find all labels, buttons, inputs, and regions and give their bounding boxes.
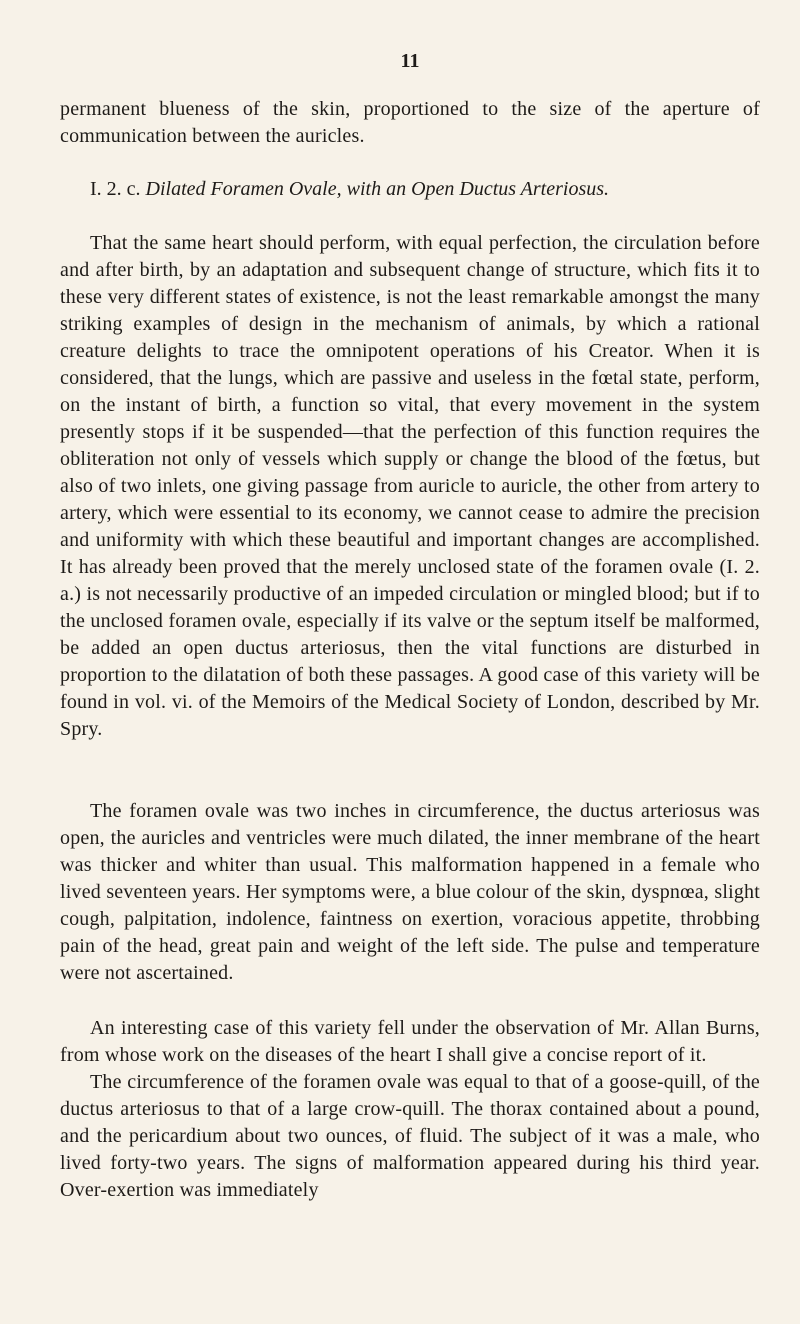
paragraph-spry-case: The foramen ovale was two inches in circumference, the ductus arteriosus was open, the auricles and ventricles were much dilated, the inner membrane of the heart was thicker and whiter than usual. This malformation happened in a female who lived seventeen years. Her symptoms were, a blue colour of the skin, dyspnœa, slight cough, palpitation, indolence, faintness on exertion, voracious appetite, throbbing pain of the head, great pain and weight of the left side. The pulse and temperature were not ascertained. bbox=[60, 800, 760, 984]
page-number: 11 bbox=[400, 50, 420, 72]
section-heading bbox=[60, 176, 760, 203]
paragraph-design-of-heart: That the same heart should perform, with equal perfection, the circulation before and after birth, by an adaptation and subsequent change of structure, which fits it to these very different states of existence, is not the least remarkable amongst the many striking examples of design in the mechanism of animals, by which a rational creature delights to trace the omnipotent operations of his Creator. When it is considered, that the lungs, which are passive and useless in the fœtal state, perform, on the instant of birth, a function so vital, that every movement in the system presently stops if it be suspended—that the perfection of this function requires the obliteration not only of vessels which supply or change the blood of the fœtus, but also of two inlets, one giving passage from auricle to auricle, the other from artery to artery, which were essential to its economy, we cannot cease to admire the precision and uniformity with which these beautiful and important changes are accomplished. It has already been proved that the merely unclosed state of the foramen ovale (I. 2. a.) is not necessarily productive of an impeded circulation or mingled blood; but if to the unclosed foramen ovale, especially if its valve or the septum itself be malformed, be added an open ductus arteriosus, then the vital functions are disturbed in proportion to the dilatation of both these passages. A good case of this variety will be found in vol. vi. of the Memoirs of the Medical Society of London, described by Mr. Spry. bbox=[60, 232, 760, 740]
paragraph-burns-case: The circumference of the foramen ovale was equal to that of a goose-quill, of the ductus arteriosus to that of a large crow-quill. The thorax contained about a pound, and the pericardium about two ounces, of fluid. The subject of it was a male, who lived forty-two years. The signs of malformation appeared during his third year. Over-exertion was immediately bbox=[60, 1071, 760, 1201]
paragraph-continuation: permanent blueness of the skin, proportioned to the size of the aperture of communication between the auricles. bbox=[60, 98, 760, 147]
document-page bbox=[60, 0, 760, 1324]
section-designation: I. 2. c. bbox=[90, 178, 141, 200]
paragraph-burns-intro: An interesting case of this variety fell under the observation of Mr. Allan Burns, from whose work on the diseases of the heart I shall give a concise report of it. bbox=[60, 1017, 760, 1066]
section-title: Dilated Foramen Ovale, with an Open Ductus Arteriosus. bbox=[145, 178, 610, 200]
